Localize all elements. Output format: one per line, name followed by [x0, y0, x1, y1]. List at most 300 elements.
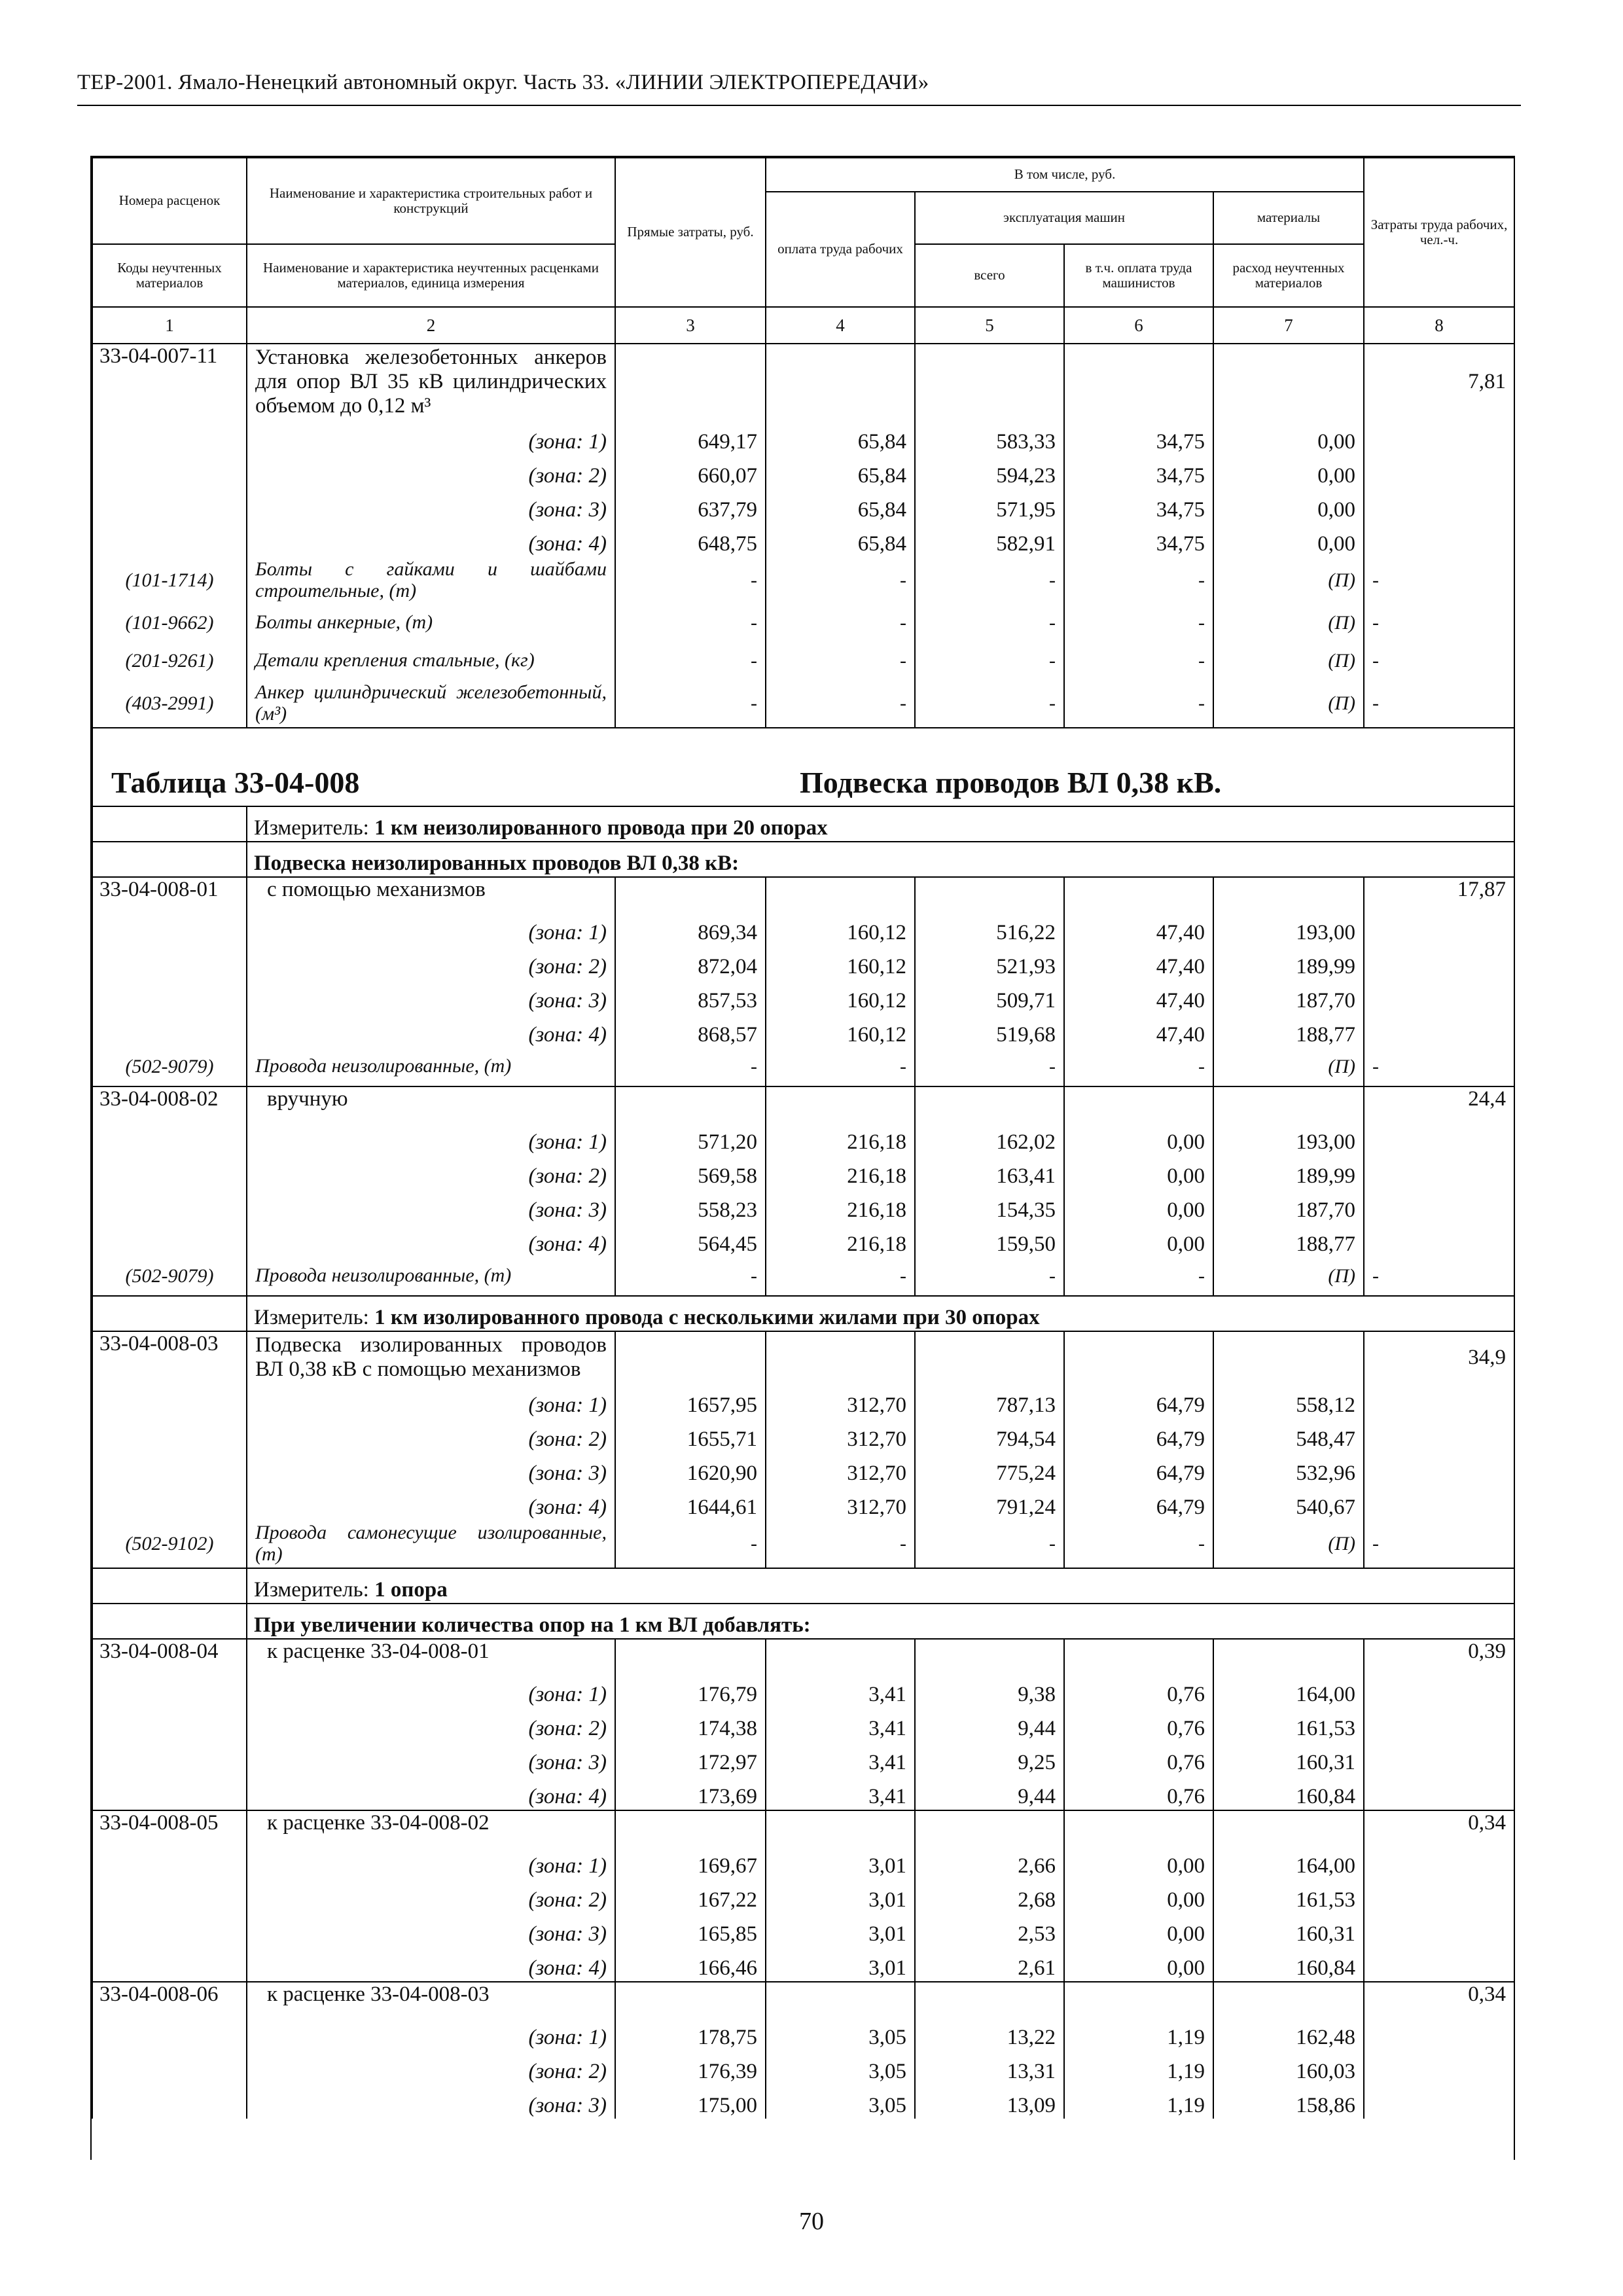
zone-label: (зона: 3) [247, 489, 615, 523]
unaccounted-material-row [92, 1048, 1514, 1086]
direct-costs-value: 1657,95 [615, 1384, 766, 1418]
materials-value: 548,47 [1213, 1418, 1364, 1452]
dash-placeholder: - [1364, 557, 1514, 604]
material-name: Болты с гайками и шайбами строительные, (т) [247, 557, 615, 604]
empty-cell [1364, 1913, 1514, 1947]
machinist-pay-value: 0,00 [1064, 1189, 1213, 1223]
labor-costs-value: 34,9 [1364, 1331, 1514, 1384]
empty-cell [92, 1568, 247, 1604]
rate-description: к расценке 33-04-008-02 [247, 1810, 615, 1845]
zone-row [92, 946, 1514, 980]
zone-row [92, 1155, 1514, 1189]
materials-value: 558,12 [1213, 1384, 1364, 1418]
empty-cell [92, 2051, 247, 2085]
worker-pay-value: 3,41 [766, 1674, 915, 1708]
dash-placeholder: - [766, 1257, 915, 1296]
header-materials: материалы [1213, 192, 1364, 244]
worker-pay-value: 3,01 [766, 1845, 915, 1879]
zone-label: (зона: 2) [247, 1879, 615, 1913]
machines-total-value: 163,41 [915, 1155, 1064, 1189]
header-worker-pay: оплата труда рабочих [766, 192, 915, 307]
table-number: Таблица 33-04-008 [92, 728, 766, 806]
material-name: Провода неизолированные, (т) [247, 1048, 615, 1086]
rate-code: 33-04-008-04 [92, 1639, 247, 1674]
zone-label: (зона: 4) [247, 1486, 615, 1520]
direct-costs-value: 564,45 [615, 1223, 766, 1257]
rate-description: к расценке 33-04-008-03 [247, 1982, 615, 2017]
machines-total-value: 521,93 [915, 946, 1064, 980]
worker-pay-value: 312,70 [766, 1418, 915, 1452]
dash-placeholder: - [766, 642, 915, 680]
table-title-row [92, 728, 1514, 806]
zone-row [92, 1014, 1514, 1048]
empty-cell [1213, 1331, 1364, 1384]
material-code: (502-9079) [92, 1257, 247, 1296]
materials-value: 193,00 [1213, 1121, 1364, 1155]
empty-cell [615, 1639, 766, 1674]
worker-pay-value: 160,12 [766, 946, 915, 980]
dash-placeholder: - [1364, 1048, 1514, 1086]
measurement-value: 1 км изолированного провода с несколькими жилами при 30 опорах [374, 1305, 1040, 1329]
machinist-pay-value: 34,75 [1064, 489, 1213, 523]
machinist-pay-value: 0,76 [1064, 1708, 1213, 1742]
zone-row [92, 2085, 1514, 2119]
empty-cell [766, 1639, 915, 1674]
empty-cell [92, 1418, 247, 1452]
empty-cell [1064, 877, 1213, 912]
empty-cell [1364, 1776, 1514, 1810]
empty-cell [92, 1155, 247, 1189]
header-machinist-pay: в т.ч. оплата труда машинистов [1064, 244, 1213, 307]
empty-cell [92, 980, 247, 1014]
rate-item-row [92, 1331, 1514, 1384]
material-p-mark: (П) [1213, 680, 1364, 728]
material-p-mark: (П) [1213, 642, 1364, 680]
material-p-mark: (П) [1213, 604, 1364, 642]
materials-value: 189,99 [1213, 946, 1364, 980]
header-unaccounted-name: Наименование и характеристика неучтенных расценками материалов, единица измерения [247, 244, 615, 307]
rate-item-row [92, 344, 1514, 421]
header-rule [77, 105, 1521, 106]
column-number: 6 [1064, 307, 1213, 344]
machines-total-value: 162,02 [915, 1121, 1064, 1155]
direct-costs-value: 172,97 [615, 1742, 766, 1776]
header-rates-numbers: Номера расценок [92, 158, 247, 244]
empty-cell [1364, 1014, 1514, 1048]
empty-cell [1364, 1674, 1514, 1708]
zone-row [92, 1384, 1514, 1418]
empty-cell [92, 1947, 247, 1982]
dash-placeholder: - [615, 680, 766, 728]
zone-label: (зона: 2) [247, 1418, 615, 1452]
column-number: 3 [615, 307, 766, 344]
rates-table-frame [90, 156, 1515, 2160]
empty-cell [615, 1331, 766, 1384]
zone-label: (зона: 4) [247, 523, 615, 557]
worker-pay-value: 216,18 [766, 1121, 915, 1155]
empty-cell [1364, 1486, 1514, 1520]
section-heading-row [92, 842, 1514, 877]
labor-costs-value: 24,4 [1364, 1086, 1514, 1121]
header-unaccounted-consumption: расход неучтенных материалов [1213, 244, 1364, 307]
zone-row [92, 1845, 1514, 1879]
table-body [92, 344, 1514, 2119]
zone-label: (зона: 1) [247, 2017, 615, 2051]
material-p-mark: (П) [1213, 1257, 1364, 1296]
empty-cell [1364, 523, 1514, 557]
empty-cell [615, 344, 766, 421]
dash-placeholder: - [1064, 557, 1213, 604]
zone-row [92, 2017, 1514, 2051]
empty-cell [92, 523, 247, 557]
direct-costs-value: 869,34 [615, 912, 766, 946]
rate-item-row [92, 1982, 1514, 2017]
zone-row [92, 1742, 1514, 1776]
rate-code: 33-04-007-11 [92, 344, 247, 421]
dash-placeholder: - [615, 1048, 766, 1086]
machinist-pay-value: 34,75 [1064, 455, 1213, 489]
measurement-unit [247, 1296, 1514, 1331]
dash-placeholder: - [915, 557, 1064, 604]
direct-costs-value: 569,58 [615, 1155, 766, 1189]
empty-cell [92, 842, 247, 877]
machines-total-value: 9,38 [915, 1674, 1064, 1708]
rate-code: 33-04-008-02 [92, 1086, 247, 1121]
rate-description: к расценке 33-04-008-01 [247, 1639, 615, 1674]
machines-total-value: 594,23 [915, 455, 1064, 489]
empty-cell [1364, 1845, 1514, 1879]
zone-label: (зона: 2) [247, 1708, 615, 1742]
dash-placeholder: - [915, 642, 1064, 680]
zone-row [92, 1674, 1514, 1708]
empty-cell [92, 1913, 247, 1947]
zone-row [92, 2051, 1514, 2085]
empty-cell [1213, 344, 1364, 421]
machinist-pay-value: 0,00 [1064, 1223, 1213, 1257]
measurement-unit-row [92, 806, 1514, 842]
dash-placeholder: - [915, 1257, 1064, 1296]
empty-cell [1364, 980, 1514, 1014]
materials-value: 540,67 [1213, 1486, 1364, 1520]
direct-costs-value: 176,79 [615, 1674, 766, 1708]
empty-cell [1364, 1155, 1514, 1189]
dash-placeholder: - [1064, 680, 1213, 728]
direct-costs-value: 175,00 [615, 2085, 766, 2119]
labor-costs-value: 7,81 [1364, 344, 1514, 421]
labor-costs-value: 17,87 [1364, 877, 1514, 912]
dash-placeholder: - [1364, 680, 1514, 728]
machinist-pay-value: 34,75 [1064, 523, 1213, 557]
empty-cell [1364, 946, 1514, 980]
empty-cell [915, 1331, 1064, 1384]
material-name: Провода неизолированные, (т) [247, 1257, 615, 1296]
zone-label: (зона: 3) [247, 2085, 615, 2119]
empty-cell [92, 1121, 247, 1155]
machines-total-value: 519,68 [915, 1014, 1064, 1048]
materials-value: 160,31 [1213, 1913, 1364, 1947]
measurement-prefix: Измеритель: [254, 816, 369, 840]
machinist-pay-value: 1,19 [1064, 2017, 1213, 2051]
empty-cell [92, 1452, 247, 1486]
direct-costs-value: 660,07 [615, 455, 766, 489]
materials-value: 160,84 [1213, 1776, 1364, 1810]
empty-cell [1064, 1810, 1213, 1845]
materials-value: 161,53 [1213, 1708, 1364, 1742]
direct-costs-value: 648,75 [615, 523, 766, 557]
material-name: Болты анкерные, (т) [247, 604, 615, 642]
materials-value: 0,00 [1213, 523, 1364, 557]
empty-cell [615, 1982, 766, 2017]
column-number: 5 [915, 307, 1064, 344]
worker-pay-value: 65,84 [766, 455, 915, 489]
materials-value: 160,31 [1213, 1742, 1364, 1776]
empty-cell [1364, 1452, 1514, 1486]
zone-row [92, 1947, 1514, 1982]
material-code: (502-9102) [92, 1520, 247, 1568]
machines-total-value: 13,09 [915, 2085, 1064, 2119]
unaccounted-material-row [92, 1520, 1514, 1568]
zone-row [92, 1913, 1514, 1947]
machinist-pay-value: 47,40 [1064, 912, 1213, 946]
materials-value: 188,77 [1213, 1223, 1364, 1257]
direct-costs-value: 1644,61 [615, 1486, 766, 1520]
empty-cell [92, 2017, 247, 2051]
zone-row [92, 1486, 1514, 1520]
zone-label: (зона: 3) [247, 1452, 615, 1486]
machinist-pay-value: 64,79 [1064, 1486, 1213, 1520]
machinist-pay-value: 0,76 [1064, 1742, 1213, 1776]
column-number: 4 [766, 307, 915, 344]
labor-costs-value: 0,34 [1364, 1982, 1514, 2017]
machines-total-value: 516,22 [915, 912, 1064, 946]
worker-pay-value: 65,84 [766, 523, 915, 557]
machines-total-value: 582,91 [915, 523, 1064, 557]
empty-cell [1213, 1086, 1364, 1121]
header-direct-costs: Прямые затраты, руб. [615, 158, 766, 307]
rate-code: 33-04-008-05 [92, 1810, 247, 1845]
zone-label: (зона: 3) [247, 1742, 615, 1776]
machines-total-value: 9,44 [915, 1708, 1064, 1742]
empty-cell [1364, 489, 1514, 523]
direct-costs-value: 1655,71 [615, 1418, 766, 1452]
page-number: 70 [799, 2208, 824, 2235]
zone-label: (зона: 1) [247, 421, 615, 455]
rate-code: 33-04-008-03 [92, 1331, 247, 1384]
header-machines-total: всего [915, 244, 1064, 307]
materials-value: 0,00 [1213, 421, 1364, 455]
machinist-pay-value: 47,40 [1064, 980, 1213, 1014]
empty-cell [1064, 1086, 1213, 1121]
machinist-pay-value: 64,79 [1064, 1418, 1213, 1452]
materials-value: 187,70 [1213, 980, 1364, 1014]
empty-cell [1364, 1223, 1514, 1257]
empty-cell [915, 1639, 1064, 1674]
dash-placeholder: - [1064, 642, 1213, 680]
machines-total-value: 775,24 [915, 1452, 1064, 1486]
direct-costs-value: 872,04 [615, 946, 766, 980]
machinist-pay-value: 0,00 [1064, 1947, 1213, 1982]
measurement-value: 1 км неизолированного провода при 20 опорах [374, 816, 828, 840]
table-header [92, 158, 1514, 344]
machinist-pay-value: 47,40 [1064, 946, 1213, 980]
empty-cell [92, 489, 247, 523]
section-heading-row [92, 1604, 1514, 1639]
dash-placeholder: - [615, 1520, 766, 1568]
rate-item-row [92, 1810, 1514, 1845]
direct-costs-value: 558,23 [615, 1189, 766, 1223]
zone-label: (зона: 4) [247, 1014, 615, 1048]
table-title: Подвеска проводов ВЛ 0,38 кВ. [766, 728, 1514, 806]
zone-row [92, 912, 1514, 946]
zone-label: (зона: 1) [247, 1121, 615, 1155]
empty-cell [1364, 1418, 1514, 1452]
empty-cell [92, 1384, 247, 1418]
empty-cell [1364, 2051, 1514, 2085]
machinist-pay-value: 64,79 [1064, 1384, 1213, 1418]
worker-pay-value: 3,41 [766, 1742, 915, 1776]
worker-pay-value: 3,01 [766, 1913, 915, 1947]
empty-cell [1364, 2085, 1514, 2119]
zone-row [92, 980, 1514, 1014]
empty-cell [92, 1223, 247, 1257]
empty-cell [615, 1086, 766, 1121]
materials-value: 162,48 [1213, 2017, 1364, 2051]
zone-label: (зона: 3) [247, 980, 615, 1014]
measurement-prefix: Измеритель: [254, 1305, 369, 1329]
zone-label: (зона: 1) [247, 1845, 615, 1879]
materials-value: 193,00 [1213, 912, 1364, 946]
zone-row [92, 523, 1514, 557]
machines-total-value: 583,33 [915, 421, 1064, 455]
machines-total-value: 154,35 [915, 1189, 1064, 1223]
labor-costs-value: 0,39 [1364, 1639, 1514, 1674]
zone-label: (зона: 2) [247, 946, 615, 980]
empty-cell [1364, 912, 1514, 946]
empty-cell [92, 1776, 247, 1810]
machines-total-value: 2,53 [915, 1913, 1064, 1947]
direct-costs-value: 165,85 [615, 1913, 766, 1947]
direct-costs-value: 169,67 [615, 1845, 766, 1879]
empty-cell [1364, 1947, 1514, 1982]
dash-placeholder: - [915, 1048, 1064, 1086]
material-name: Детали крепления стальные, (кг) [247, 642, 615, 680]
dash-placeholder: - [615, 1257, 766, 1296]
worker-pay-value: 3,05 [766, 2017, 915, 2051]
materials-value: 532,96 [1213, 1452, 1364, 1486]
zone-label: (зона: 1) [247, 1674, 615, 1708]
direct-costs-value: 178,75 [615, 2017, 766, 2051]
empty-cell [92, 1708, 247, 1742]
zone-row [92, 455, 1514, 489]
machinist-pay-value: 1,19 [1064, 2085, 1213, 2119]
empty-cell [92, 1674, 247, 1708]
empty-cell [92, 1296, 247, 1331]
dash-placeholder: - [766, 1048, 915, 1086]
worker-pay-value: 312,70 [766, 1384, 915, 1418]
empty-cell [1364, 421, 1514, 455]
machinist-pay-value: 1,19 [1064, 2051, 1213, 2085]
dash-placeholder: - [766, 1520, 915, 1568]
material-code: (403-2991) [92, 680, 247, 728]
measurement-unit-row [92, 1568, 1514, 1604]
zone-label: (зона: 4) [247, 1223, 615, 1257]
zone-row [92, 1776, 1514, 1810]
empty-cell [1364, 1384, 1514, 1418]
zone-label: (зона: 3) [247, 1913, 615, 1947]
zone-label: (зона: 1) [247, 912, 615, 946]
material-p-mark: (П) [1213, 1048, 1364, 1086]
machines-total-value: 159,50 [915, 1223, 1064, 1257]
empty-cell [1364, 1189, 1514, 1223]
zone-row [92, 1879, 1514, 1913]
zone-row [92, 1223, 1514, 1257]
rate-description: Установка железобетонных анкеров для опор ВЛ 35 кВ цилиндрических объемом до 0,12 м³ [247, 344, 615, 421]
machines-total-value: 2,68 [915, 1879, 1064, 1913]
unaccounted-material-row [92, 680, 1514, 728]
direct-costs-value: 176,39 [615, 2051, 766, 2085]
materials-value: 160,03 [1213, 2051, 1364, 2085]
empty-cell [1213, 1810, 1364, 1845]
header-including: В том числе, руб. [766, 158, 1364, 192]
machines-total-value: 791,24 [915, 1486, 1064, 1520]
dash-placeholder: - [615, 557, 766, 604]
machines-total-value: 9,25 [915, 1742, 1064, 1776]
zone-row [92, 1452, 1514, 1486]
column-number: 1 [92, 307, 247, 344]
material-code: (201-9261) [92, 642, 247, 680]
unaccounted-material-row [92, 642, 1514, 680]
machinist-pay-value: 0,00 [1064, 1155, 1213, 1189]
empty-cell [92, 806, 247, 842]
empty-cell [92, 1845, 247, 1879]
section-heading: При увеличении количества опор на 1 км ВЛ добавлять: [247, 1604, 1514, 1639]
section-heading: Подвеска неизолированных проводов ВЛ 0,38 кВ: [247, 842, 1514, 877]
empty-cell [766, 877, 915, 912]
zone-label: (зона: 2) [247, 455, 615, 489]
dash-placeholder: - [915, 604, 1064, 642]
empty-cell [1364, 1879, 1514, 1913]
zone-row [92, 1418, 1514, 1452]
machinist-pay-value: 0,00 [1064, 1913, 1213, 1947]
materials-value: 164,00 [1213, 1845, 1364, 1879]
column-numbers-row [92, 307, 1514, 344]
measurement-prefix: Измеритель: [254, 1577, 369, 1602]
column-number: 2 [247, 307, 615, 344]
material-code: (101-9662) [92, 604, 247, 642]
header-machine-operation: эксплуатация машин [915, 192, 1213, 244]
measurement-value: 1 опора [374, 1577, 448, 1602]
rate-item-row [92, 1086, 1514, 1121]
dash-placeholder: - [1364, 604, 1514, 642]
direct-costs-value: 649,17 [615, 421, 766, 455]
unaccounted-material-row [92, 557, 1514, 604]
empty-cell [92, 421, 247, 455]
worker-pay-value: 3,01 [766, 1947, 915, 1982]
material-p-mark: (П) [1213, 1520, 1364, 1568]
dash-placeholder: - [615, 604, 766, 642]
machines-total-value: 2,66 [915, 1845, 1064, 1879]
machinist-pay-value: 0,00 [1064, 1121, 1213, 1155]
empty-cell [92, 1189, 247, 1223]
rate-description: Подвеска изолированных проводов ВЛ 0,38 кВ с помощью механизмов [247, 1331, 615, 1384]
dash-placeholder: - [766, 557, 915, 604]
running-header: ТЕР-2001. Ямало-Ненецкий автономный округ. Часть 33. «ЛИНИИ ЭЛЕКТРОПЕРЕДАЧИ» [77, 71, 929, 94]
dash-placeholder: - [915, 680, 1064, 728]
rate-description: с помощью механизмов [247, 877, 615, 912]
machines-total-value: 509,71 [915, 980, 1064, 1014]
rate-item-row [92, 877, 1514, 912]
materials-value: 164,00 [1213, 1674, 1364, 1708]
